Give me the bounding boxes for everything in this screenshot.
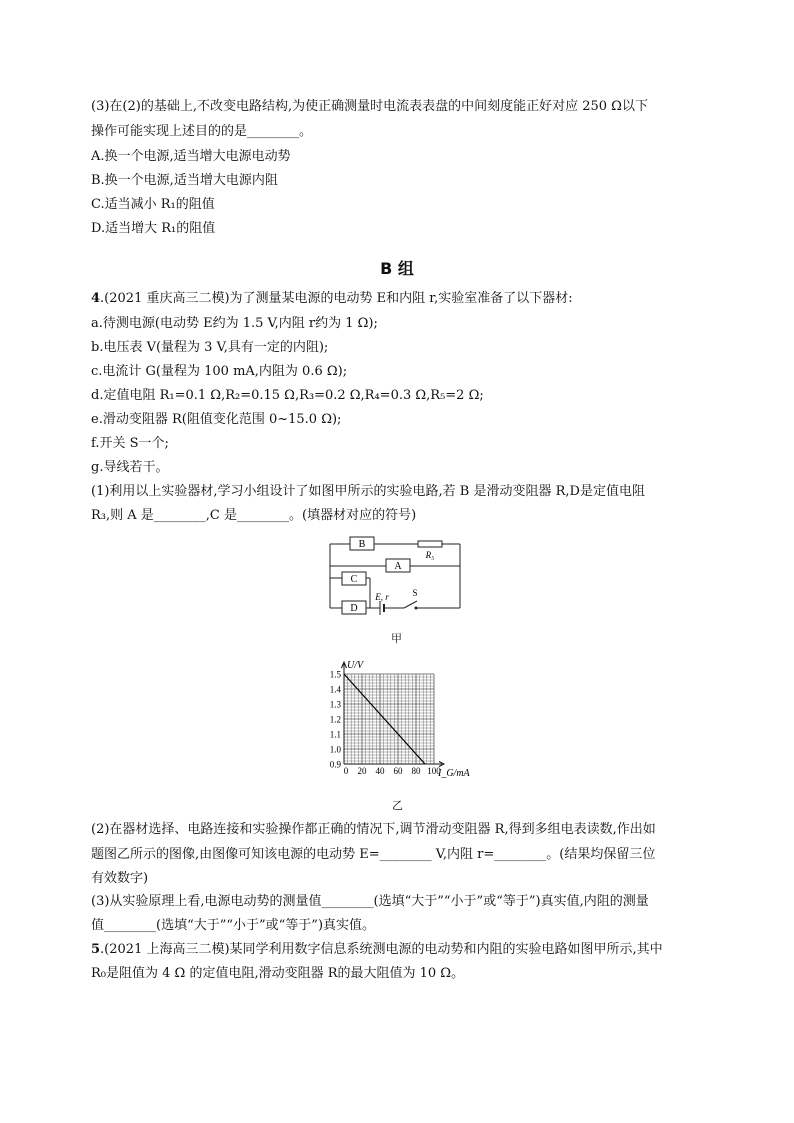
y-tick-label: 1.4: [329, 684, 341, 695]
section-heading: B 组: [380, 259, 414, 278]
box-c-label: C: [350, 574, 358, 585]
q4-item-d: d.定值电阻 R₁=0.1 Ω,R₂=0.15 Ω,R₃=0.2 Ω,R₄=0.3 Ω,R₅=2 Ω;: [91, 388, 484, 403]
resistor-r5: [418, 541, 442, 547]
graph-caption: 乙: [392, 799, 403, 812]
q4-stem: [91, 290, 573, 308]
switch-contact: [415, 607, 418, 610]
q4-part3-line-2: 值________(选填“大于”“小于”或“等于”)真实值。: [91, 918, 376, 933]
y-axis-label: U/V: [347, 660, 364, 671]
q5-line-1: [91, 941, 663, 959]
q4-number: 4: [91, 291, 101, 306]
q5-line-1-text: .(2021 上海高三二模)某同学利用数字信息系统测电源的电动势和内阻的实验电路如图甲所示,其中: [100, 942, 663, 957]
q4-item-e: e.滑动变阻器 R(阻值变化范围 0~15.0 Ω);: [91, 412, 342, 427]
q5-line-2: R₀是阻值为 4 Ω 的定值电阻,滑动变阻器 R的最大阻值为 10 Ω。: [91, 966, 465, 981]
q5-number: 5: [91, 942, 101, 957]
q4-item-b: b.电压表 V(量程为 3 V,具有一定的内阻);: [91, 340, 329, 355]
q3-line-2: 操作可能实现上述目的的是________。: [91, 124, 313, 139]
y-tick-label: 1.1: [329, 729, 341, 740]
x-axis-label: I_G/mA: [438, 768, 470, 779]
q3-option-d: D.适当增大 R₁的阻值: [91, 221, 216, 236]
switch-label: S: [412, 588, 418, 598]
x-tick-label: 20: [357, 766, 367, 776]
u-i-graph: [318, 654, 478, 784]
y-tick-label: 1.0: [329, 744, 341, 755]
q4-part3-line-1: (3)从实验原理上看,电源电动势的测量值________(选填“大于”“小于”或“等于”)真实值,内阻的测量: [91, 894, 649, 909]
q4-item-a: a.待测电源(电动势 E约为 1.5 V,内阻 r约为 1 Ω);: [91, 316, 378, 331]
circuit-caption: 甲: [391, 632, 402, 645]
y-tick-label: 1.2: [329, 714, 341, 725]
q3-option-c: C.适当减小 R₁的阻值: [91, 197, 215, 212]
circuit-diagram: [320, 532, 470, 617]
q4-part2-line-3: 有效数字): [91, 871, 149, 886]
box-b-label: B: [358, 539, 366, 550]
box-a-label: A: [394, 561, 402, 572]
r5-label: R₅: [425, 550, 435, 560]
q4-item-f: f.开关 S一个;: [91, 436, 169, 451]
box-d-label: D: [350, 603, 358, 614]
q4-item-g: g.导线若干。: [91, 460, 169, 475]
q4-part1-line-1: (1)利用以上实验器材,学习小组设计了如图甲所示的实验电路,若 B 是滑动变阻器 R,D是定值电阻: [91, 484, 645, 499]
q3-line-1: (3)在(2)的基础上,不改变电路结构,为使正确测量时电流表表盘的中间刻度能正好对应 250 Ω以下: [91, 99, 648, 114]
y-tick-label: 0.9: [329, 759, 341, 770]
q3-option-a: A.换一个电源,适当增大电源电动势: [91, 149, 291, 164]
q4-part2-line-1: (2)在器材选择、电路连接和实验操作都正确的情况下,调节滑动变阻器 R,得到多组电表读数,作出如: [91, 822, 656, 837]
x-tick-label: 0: [343, 766, 349, 776]
y-tick-label: 1.3: [329, 699, 341, 710]
x-tick-label: 80: [411, 766, 421, 776]
battery-label: E, r: [375, 592, 389, 602]
y-tick-label: 1.5: [329, 669, 341, 680]
x-tick-label: 60: [393, 766, 403, 776]
q4-stem-text: .(2021 重庆高三二模)为了测量某电源的电动势 E和内阻 r,实验室准备了以下器材:: [100, 291, 573, 306]
x-tick-label: 100: [427, 766, 441, 776]
q4-part2-line-2: 题图乙所示的图像,由图像可知该电源的电动势 E=________ V,内阻 r=________。(结果均保留三位: [91, 847, 656, 862]
q4-part1-line-2: R₃,则 A 是________,C 是________。(填器材对应的符号): [91, 508, 417, 523]
q3-option-b: B.换一个电源,适当增大电源内阻: [91, 173, 278, 188]
q4-item-c: c.电流计 G(量程为 100 mA,内阻为 0.6 Ω);: [91, 364, 348, 379]
x-tick-label: 40: [375, 766, 385, 776]
